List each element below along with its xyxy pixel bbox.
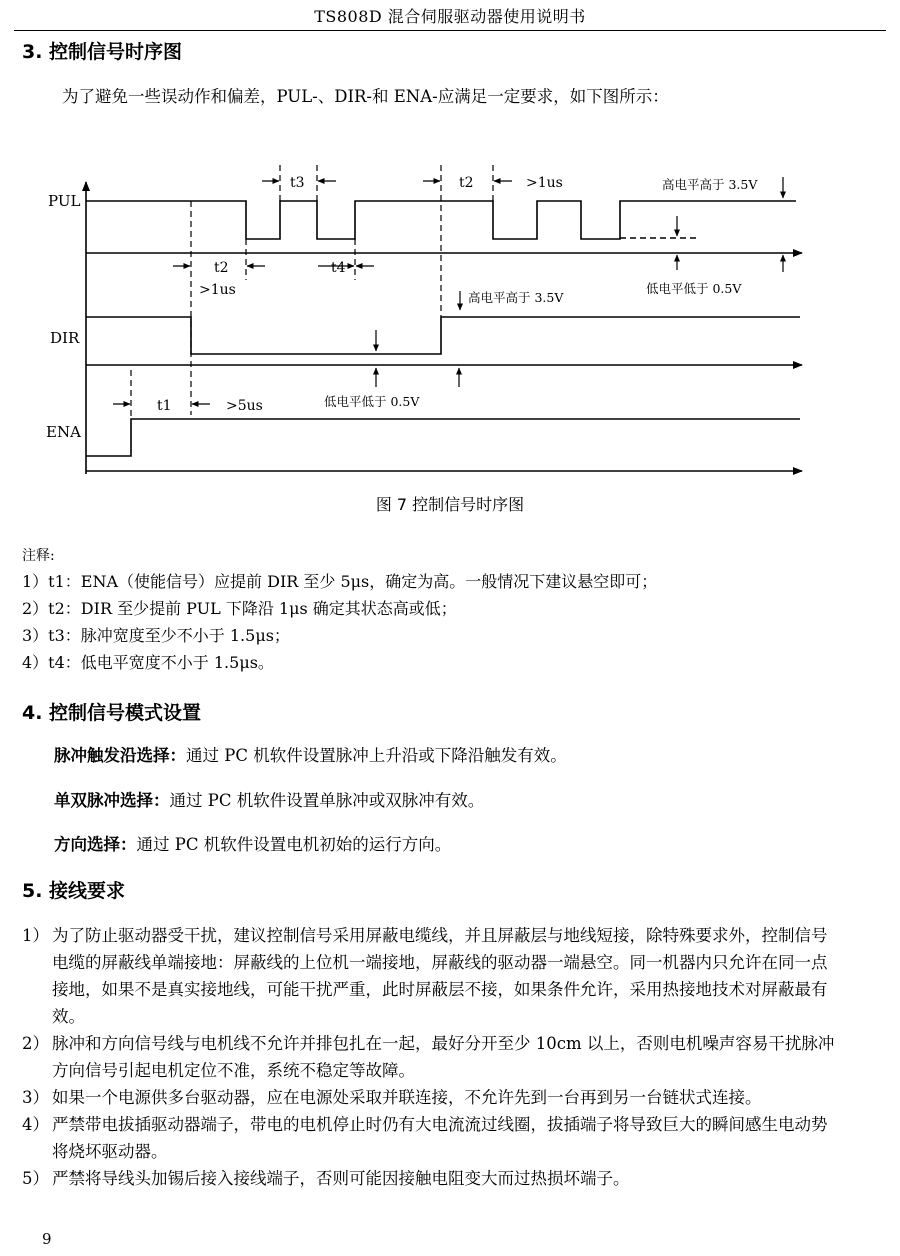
mode-item-text: 通过 PC 机软件设置脉冲上升沿或下降沿触发有效。 bbox=[186, 746, 567, 765]
list-item-number: 1） bbox=[22, 926, 49, 945]
gt-5us-label: >5us bbox=[226, 398, 263, 414]
note-item: 3）t3：脉冲宽度至少不小于 1.5μs； bbox=[22, 626, 290, 645]
mode-item-text: 通过 PC 机软件设置单脉冲或双脉冲有效。 bbox=[169, 791, 485, 810]
section-4-title: 4. 控制信号模式设置 bbox=[22, 702, 202, 724]
mode-item-label: 脉冲触发沿选择： bbox=[54, 746, 186, 765]
list-item-text: 严禁带电拔插驱动器端子，带电的电机停止时仍有大电流流过线圈，拔插端子将导致巨大的瞬间感生电动势将烧坏驱动器。 bbox=[52, 1115, 828, 1161]
mode-item-text: 通过 PC 机软件设置电机初始的运行方向。 bbox=[136, 835, 452, 854]
t3-label: t3 bbox=[290, 175, 305, 191]
t1-label: t1 bbox=[157, 398, 172, 414]
list-item bbox=[22, 1084, 842, 1111]
mode-item-trigger-edge bbox=[54, 742, 567, 766]
list-item-text: 脉冲和方向信号线与电机线不允许并排包扎在一起，最好分开至少 10cm 以上，否则电机噪声容易干扰脉冲方向信号引起电机定位不准，系统不稳定等故障。 bbox=[52, 1034, 835, 1080]
figure-caption: 图 7 控制信号时序图 bbox=[375, 495, 525, 514]
t2-top-label: t2 bbox=[459, 175, 474, 191]
t2-bottom-label: t2 bbox=[214, 260, 229, 276]
mode-item-label: 单双脉冲选择： bbox=[54, 791, 170, 810]
list-item bbox=[22, 1030, 842, 1084]
pul-label: PUL bbox=[48, 192, 81, 210]
pul-high-annotation: 高电平高于 3.5V bbox=[662, 177, 758, 192]
t4-label: t4 bbox=[331, 260, 346, 276]
header-divider bbox=[14, 30, 886, 31]
dir-low-annotation: 低电平低于 0.5V bbox=[324, 394, 420, 409]
page-number: 9 bbox=[42, 1230, 52, 1248]
dir-label: DIR bbox=[50, 329, 80, 347]
list-item-number: 5） bbox=[22, 1169, 49, 1188]
list-item-text: 严禁将导线头加锡后接入接线端子，否则可能因接触电阻变大而过热损坏端子。 bbox=[52, 1169, 630, 1188]
pul-low-annotation: 低电平低于 0.5V bbox=[646, 281, 742, 296]
notes-list bbox=[22, 568, 657, 676]
section-5-title: 5. 接线要求 bbox=[22, 880, 126, 902]
timing-diagram bbox=[0, 150, 900, 490]
document-header: TS808D 混合伺服驱动器使用说明书 bbox=[314, 7, 586, 26]
mode-item-direction bbox=[54, 831, 451, 855]
section-3-title: 3. 控制信号时序图 bbox=[22, 41, 183, 63]
list-item bbox=[22, 1111, 842, 1165]
list-item-text: 为了防止驱动器受干扰，建议控制信号采用屏蔽电缆线，并且屏蔽层与地线短接，除特殊要求外，控制信号电缆的屏蔽线单端接地：屏蔽线的上位机一端接地，屏蔽线的驱动器一端悬空。同一机器内只允许在同一点接地，如果不是真实接地线，可能干扰严重，此时屏蔽层不接，如果条件允许，采用热接地技术对屏蔽最有效。 bbox=[52, 926, 828, 1026]
wiring-requirements-list bbox=[22, 922, 842, 1192]
mode-item-label: 方向选择： bbox=[54, 835, 137, 854]
note-item: 2）t2：DIR 至少提前 PUL 下降沿 1μs 确定其状态高或低； bbox=[22, 599, 457, 618]
ena-label: ENA bbox=[46, 423, 81, 441]
note-item: 1）t1：ENA（使能信号）应提前 DIR 至少 5μs，确定为高。一般情况下建议悬空即可； bbox=[22, 572, 658, 591]
list-item bbox=[22, 1165, 842, 1192]
list-item-text: 如果一个电源供多台驱动器，应在电源处采取并联连接，不允许先到一台再到另一台链状式连接。 bbox=[52, 1088, 762, 1107]
note-item: 4）t4：低电平宽度不小于 1.5μs。 bbox=[22, 653, 274, 672]
gt-1us-top-label: >1us bbox=[526, 175, 563, 191]
mode-item-pulse-mode bbox=[54, 787, 484, 811]
ena-waveform bbox=[86, 419, 800, 456]
notes-title: 注释: bbox=[22, 548, 55, 564]
list-item-number: 3） bbox=[22, 1088, 49, 1107]
list-item-number: 4） bbox=[22, 1115, 49, 1134]
list-item-number: 2） bbox=[22, 1034, 49, 1053]
dir-waveform bbox=[86, 317, 800, 354]
gt-1us-bottom-label: >1us bbox=[199, 282, 236, 298]
dir-high-annotation: 高电平高于 3.5V bbox=[468, 290, 564, 305]
list-item bbox=[22, 922, 842, 1030]
section-3-intro: 为了避免一些误动作和偏差，PUL-、DIR-和 ENA-应满足一定要求，如下图所示： bbox=[62, 87, 669, 106]
